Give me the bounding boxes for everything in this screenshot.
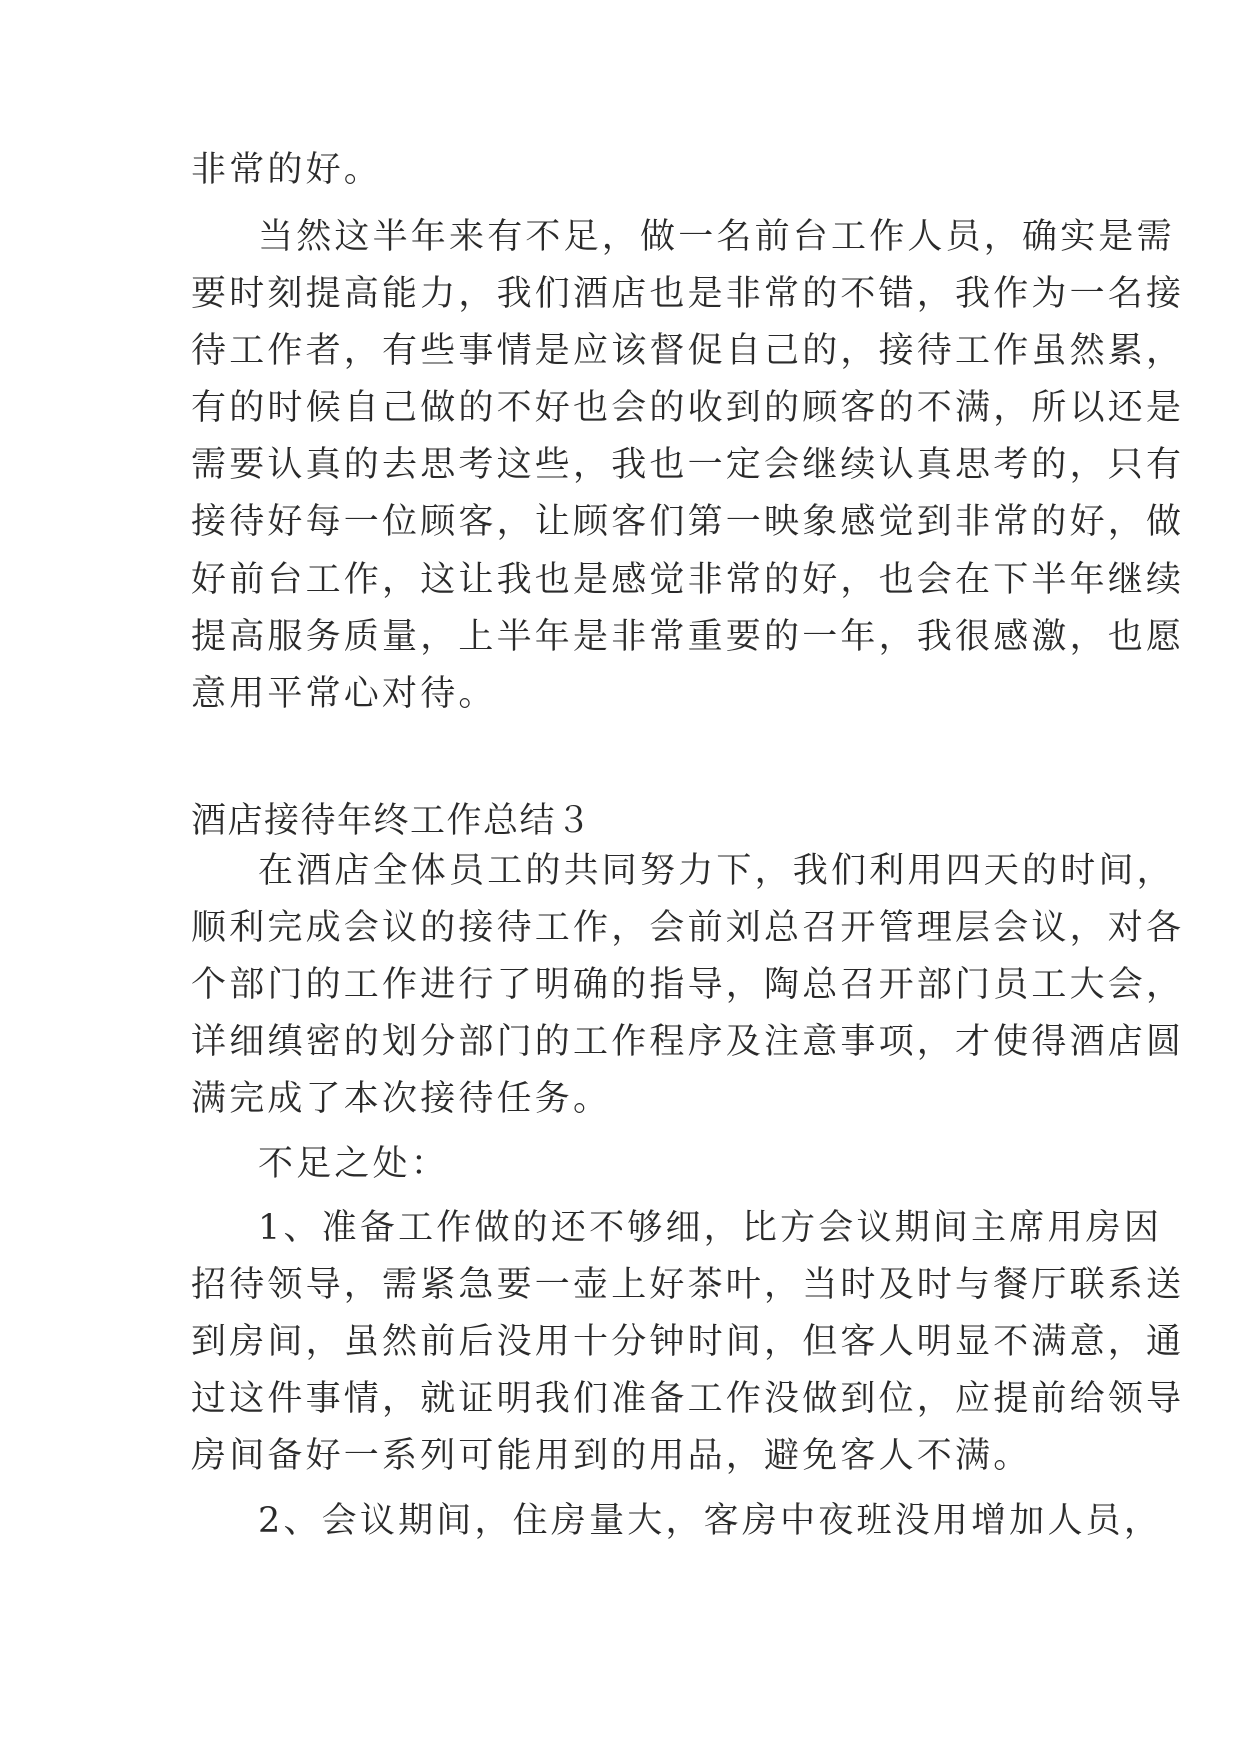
paragraph-line: 房间备好一系列可能用到的用品，避免客人不满。 <box>191 1436 1032 1476</box>
paragraph-line: 好前台工作，这让我也是感觉非常的好，也会在下半年继续 <box>191 560 1185 600</box>
paragraph-line: 2、会议期间，住房量大，客房中夜班没用增加人员， <box>258 1501 1163 1541</box>
paragraph-line: 有的时候自己做的不好也会的收到的顾客的不满，所以还是 <box>191 388 1185 428</box>
paragraph-line: 个部门的工作进行了明确的指导，陶总召开部门员工大会， <box>191 965 1185 1005</box>
paragraph-line: 满完成了本次接待任务。 <box>191 1079 612 1119</box>
paragraph-line: 在酒店全体员工的共同努力下，我们利用四天的时间， <box>258 851 1175 891</box>
paragraph-line: 接待好每一位顾客，让顾客们第一映象感觉到非常的好，做 <box>191 502 1185 542</box>
paragraph-line: 1、准备工作做的还不够细，比方会议期间主席用房因 <box>258 1208 1163 1248</box>
paragraph-line: 不足之处： <box>258 1144 450 1184</box>
paragraph-line: 当然这半年来有不足，做一名前台工作人员，确实是需 <box>258 217 1175 257</box>
paragraph-line: 待工作者，有些事情是应该督促自己的，接待工作虽然累， <box>191 331 1185 371</box>
paragraph-line: 需要认真的去思考这些，我也一定会继续认真思考的，只有 <box>191 445 1185 485</box>
paragraph-line: 到房间，虽然前后没用十分钟时间，但客人明显不满意，通 <box>191 1322 1185 1362</box>
paragraph-line: 顺利完成会议的接待工作，会前刘总召开管理层会议，对各 <box>191 908 1185 948</box>
paragraph-line: 提高服务质量，上半年是非常重要的一年，我很感激，也愿 <box>191 617 1185 657</box>
paragraph-line: 详细缜密的划分部门的工作程序及注意事项，才使得酒店圆 <box>191 1022 1185 1062</box>
paragraph-line: 意用平常心对待。 <box>191 674 497 714</box>
section-heading: 酒店接待年终工作总结３ <box>191 801 593 841</box>
paragraph-line: 要时刻提高能力，我们酒店也是非常的不错，我作为一名接 <box>191 274 1185 314</box>
paragraph-line: 非常的好。 <box>191 150 383 190</box>
paragraph-line: 招待领导，需紧急要一壶上好茶叶，当时及时与餐厅联系送 <box>191 1265 1185 1305</box>
paragraph-line: 过这件事情，就证明我们准备工作没做到位，应提前给领导 <box>191 1379 1185 1419</box>
